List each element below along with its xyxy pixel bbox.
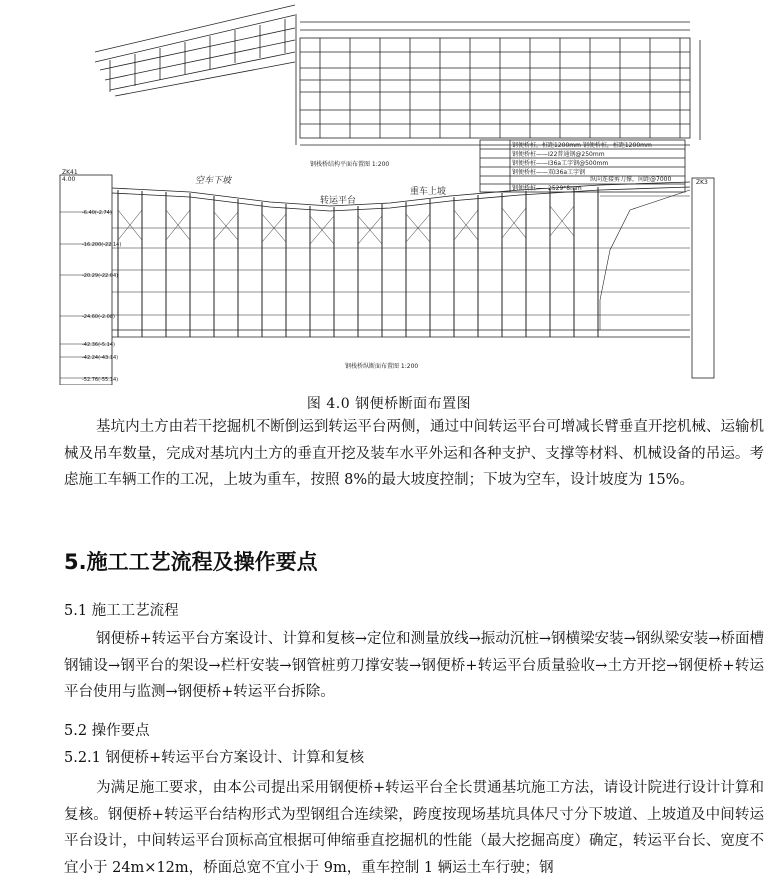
label-left-top: ZK41	[62, 169, 78, 176]
paragraph-text: 基坑内土方由若干挖掘机不断倒运到转运平台两侧，通过中间转运平台可增减长臂垂直开挖机械、运输机械及吊车数量，完成对基坑内土方的垂直开挖及装车水平外运和各种支护、支撑等材料、机械设备的吊运。考虑施工车辆工作的工况，上坡为重车，按照 8%的最大坡度控制；下坡为空车，设计坡度为 15%。	[64, 419, 764, 488]
bridge-section-figure	[0, 0, 778, 385]
legend-row: 钢便桥桩——2529*8mm	[512, 185, 582, 192]
legend-row: 钢便桥桩——双I36a工字钢	[512, 169, 586, 176]
inclined-plan-view	[95, 5, 295, 96]
label-platform: 转运平台	[320, 196, 357, 206]
legend-row: 纵向连接剪刀撑，间距@7000	[590, 176, 672, 183]
section-title: 钢栈桥纵断面布置图 1:200	[345, 363, 419, 370]
subsubsection-heading-design: 5.2.1 钢便桥+转运平台方案设计、计算和复核	[64, 750, 365, 766]
subsection-heading-flow: 5.1 施工工艺流程	[64, 603, 179, 619]
subsection-heading-key-points: 5.2 操作要点	[64, 723, 150, 739]
label-loaded-up: 重车上坡	[410, 187, 447, 197]
plan-view	[296, 14, 700, 145]
engineering-drawing	[0, 0, 778, 385]
section-heading: 5.施工工艺流程及操作要点	[64, 550, 318, 574]
paragraph-earthwork	[64, 414, 764, 494]
elevation-label: -6.40(-2.74)	[82, 210, 112, 216]
label-left-elev: 4.00	[62, 176, 76, 183]
paragraph-design	[64, 775, 764, 881]
paragraph-process-flow	[64, 626, 764, 706]
elevation-label: -42.24(-43.14)	[82, 355, 119, 361]
label-empty-down: 空车下坡	[195, 176, 232, 186]
elevation-label: -20.29(-22.04)	[82, 273, 119, 279]
legend-row: 钢便桥桩——I22普通钢@250mm	[512, 151, 605, 158]
paragraph-text: 钢便桥+转运平台方案设计、计算和复核→定位和测量放线→振动沉桩→钢横梁安装→钢纵梁安装→桥面槽钢铺设→钢平台的架设→栏杆安装→钢管桩剪刀撑安装→钢便桥+转运平台质量验收→土方开挖→钢便桥+转运平台使用与监测→钢便桥+转运平台拆除。	[64, 631, 764, 700]
piles	[118, 187, 598, 337]
section-view	[60, 175, 714, 385]
legend-row: 钢便桥桩，桩距1200mm 钢便桥桩，桩距1200mm	[512, 142, 652, 149]
elevation-label: -24.60(-2.08)	[82, 314, 115, 320]
label-right-top: ZK3	[696, 179, 708, 186]
figure-caption: 图 4.0 钢便桥断面布置图	[306, 396, 472, 412]
cross-bracing	[118, 206, 574, 244]
elevation-label: -52.76(-55.14)	[82, 377, 119, 383]
plan-title: 钢栈桥结构平面布置图 1:200	[310, 161, 390, 168]
legend-row: 钢便桥桩——I36a工字钢@500mm	[512, 160, 609, 167]
paragraph-text: 为满足施工要求，由本公司提出采用钢便桥+转运平台全长贯通基坑施工方法，请设计院进行设计计算和复核。钢便桥+转运平台结构形式为型钢组合连续梁，跨度按现场基坑具体尺寸分下坡道、上坡道及中间转运平台设计，中间转运平台顶标高宜根据可伸缩垂直挖掘机的性能（最大挖掘高度）确定，转运平台长、宽度不宜小于 24m×12m，桥面总宽不宜小于 9m，重车控制 1 辆运土车行驶；钢	[64, 780, 764, 876]
elevation-label: -16.200(-22.14)	[82, 242, 122, 248]
elevation-label: -42.36(-5.14)	[82, 342, 115, 348]
